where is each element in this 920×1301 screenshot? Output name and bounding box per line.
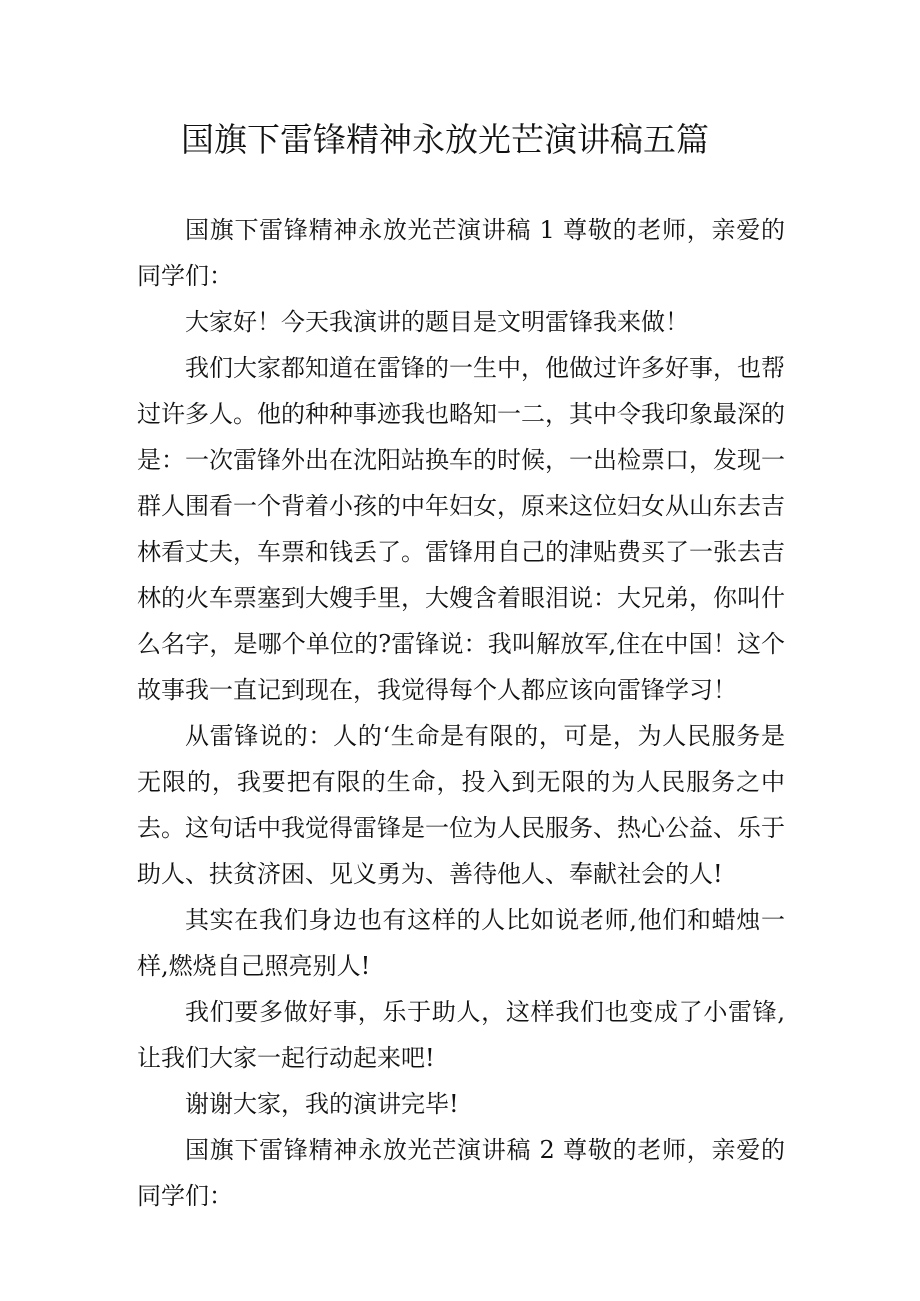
- paragraph-3: 我们大家都知道在雷锋的一生中，他做过许多好事，也帮过许多人。他的种种事迹我也略知一二，其中令我印象最深的是：一次雷锋外出在沈阳站换车的时候，一出检票口，发现一群人围看一个背着小孩的中年妇女，原来这位妇女从山东去吉林看丈夫，车票和钱丢了。雷锋用自己的津贴费买了一张去吉林的火车票塞到大嫂手里，大嫂含着眼泪说：大兄弟，你叫什么名字，是哪个单位的?雷锋说：我叫解放军,住在中国！这个故事我一直记到现在，我觉得每个人都应该向雷锋学习！: [137, 354, 785, 704]
- document-body: [137, 207, 785, 1219]
- paragraph-5: 其实在我们身边也有这样的人比如说老师,他们和蜡烛一样,燃烧自己照亮别人!: [137, 906, 785, 980]
- paragraph-2: 大家好！今天我演讲的题目是文明雷锋我来做！: [185, 308, 689, 336]
- paragraph-8: 国旗下雷锋精神永放光芒演讲稿 2 尊敬的老师，亲爱的同学们：: [137, 1136, 785, 1210]
- paragraph-1: 国旗下雷锋精神永放光芒演讲稿 1 尊敬的老师，亲爱的同学们：: [137, 216, 785, 290]
- paragraph-4: 从雷锋说的：人的‘生命是有限的，可是，为人民服务是无限的，我要把有限的生命，投入到无限的为人民服务之中去。这句话中我觉得雷锋是一位为人民服务、热心公益、乐于助人、扶贫济困、见义勇为、善待他人、奉献社会的人!: [137, 722, 785, 888]
- document-title: 国旗下雷锋精神永放光芒演讲稿五篇: [181, 120, 709, 159]
- paragraph-7: 谢谢大家，我的演讲完毕!: [185, 1090, 459, 1118]
- paragraph-6: 我们要多做好事，乐于助人，这样我们也变成了小雷锋,让我们大家一起行动起来吧!: [137, 998, 785, 1072]
